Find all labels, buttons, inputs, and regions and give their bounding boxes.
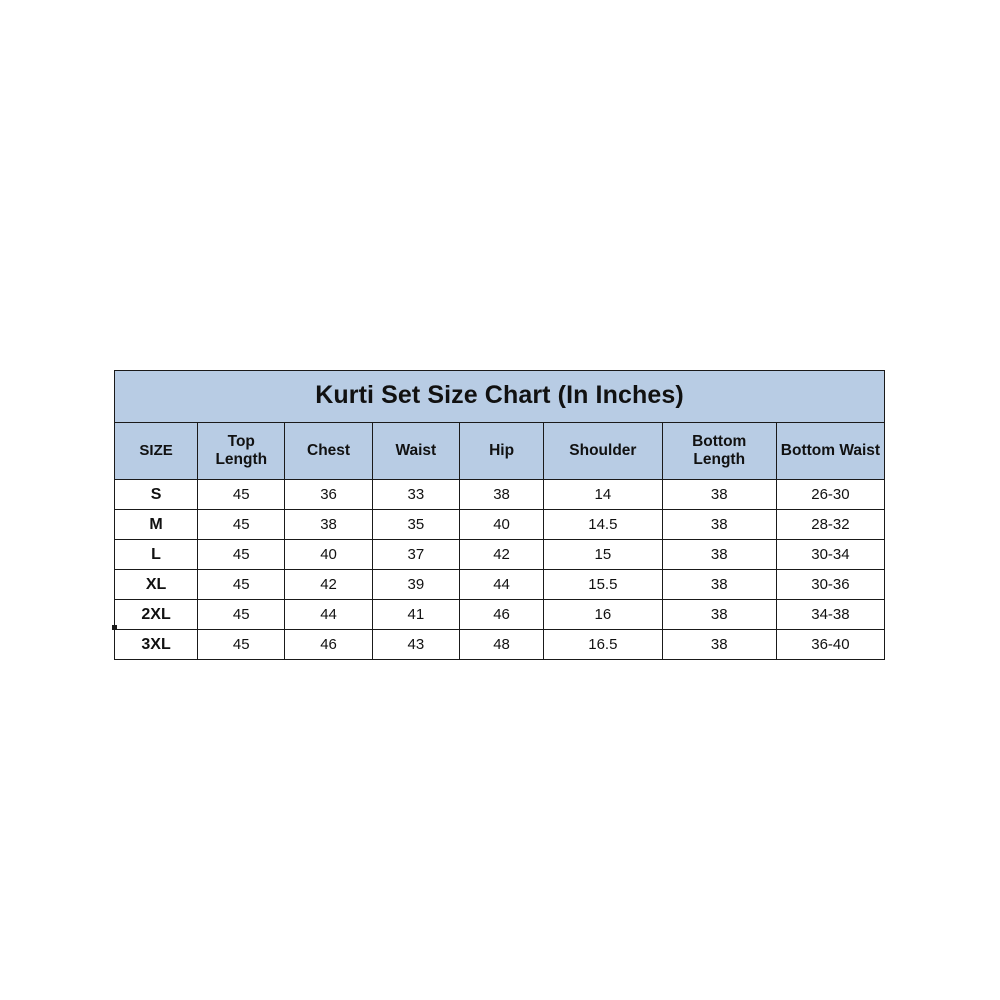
cell-hip: 40 <box>459 510 543 540</box>
cell-chest: 42 <box>285 570 372 600</box>
cell-waist: 43 <box>372 630 459 660</box>
cell-chest: 46 <box>285 630 372 660</box>
cell-bottom-waist: 36-40 <box>776 630 884 660</box>
table-row <box>115 630 885 660</box>
cell-size: XL <box>115 570 198 600</box>
table-row <box>115 480 885 510</box>
cell-size: 3XL <box>115 630 198 660</box>
cell-hip: 44 <box>459 570 543 600</box>
table-row <box>115 510 885 540</box>
column-header-hip: Hip <box>459 423 543 480</box>
cell-hip: 46 <box>459 600 543 630</box>
table-body <box>115 480 885 660</box>
cell-hip: 38 <box>459 480 543 510</box>
table-header <box>115 371 885 480</box>
cell-bottom-length: 38 <box>662 480 776 510</box>
cell-bottom-length: 38 <box>662 600 776 630</box>
cell-waist: 35 <box>372 510 459 540</box>
cell-size: S <box>115 480 198 510</box>
column-header-chest: Chest <box>285 423 372 480</box>
size-chart-table <box>114 370 885 660</box>
column-header-bottom-length: Bottom Length <box>662 423 776 480</box>
cell-top-length: 45 <box>198 540 285 570</box>
table-row <box>115 540 885 570</box>
cell-bottom-waist: 26-30 <box>776 480 884 510</box>
corner-marker <box>112 625 117 630</box>
cell-bottom-length: 38 <box>662 630 776 660</box>
cell-size: L <box>115 540 198 570</box>
cell-top-length: 45 <box>198 480 285 510</box>
cell-bottom-waist: 30-34 <box>776 540 884 570</box>
column-header-size: SIZE <box>115 423 198 480</box>
cell-bottom-length: 38 <box>662 540 776 570</box>
cell-bottom-waist: 34-38 <box>776 600 884 630</box>
cell-top-length: 45 <box>198 570 285 600</box>
cell-top-length: 45 <box>198 630 285 660</box>
cell-top-length: 45 <box>198 600 285 630</box>
column-header-waist: Waist <box>372 423 459 480</box>
cell-waist: 39 <box>372 570 459 600</box>
cell-waist: 33 <box>372 480 459 510</box>
cell-shoulder: 15 <box>544 540 662 570</box>
cell-chest: 40 <box>285 540 372 570</box>
cell-chest: 38 <box>285 510 372 540</box>
column-header-top-length: Top Length <box>198 423 285 480</box>
cell-shoulder: 14.5 <box>544 510 662 540</box>
cell-hip: 48 <box>459 630 543 660</box>
column-header-shoulder: Shoulder <box>544 423 662 480</box>
cell-bottom-waist: 28-32 <box>776 510 884 540</box>
size-chart-container <box>114 370 885 660</box>
cell-bottom-length: 38 <box>662 510 776 540</box>
cell-bottom-waist: 30-36 <box>776 570 884 600</box>
cell-chest: 44 <box>285 600 372 630</box>
cell-top-length: 45 <box>198 510 285 540</box>
cell-waist: 37 <box>372 540 459 570</box>
chart-title: Kurti Set Size Chart (In Inches) <box>115 371 885 423</box>
table-row <box>115 600 885 630</box>
cell-chest: 36 <box>285 480 372 510</box>
cell-size: 2XL <box>115 600 198 630</box>
table-row <box>115 570 885 600</box>
cell-shoulder: 16.5 <box>544 630 662 660</box>
cell-shoulder: 15.5 <box>544 570 662 600</box>
cell-shoulder: 14 <box>544 480 662 510</box>
cell-bottom-length: 38 <box>662 570 776 600</box>
cell-hip: 42 <box>459 540 543 570</box>
column-header-row <box>115 423 885 480</box>
cell-waist: 41 <box>372 600 459 630</box>
cell-size: M <box>115 510 198 540</box>
cell-shoulder: 16 <box>544 600 662 630</box>
title-row <box>115 371 885 423</box>
column-header-bottom-waist: Bottom Waist <box>776 423 884 480</box>
